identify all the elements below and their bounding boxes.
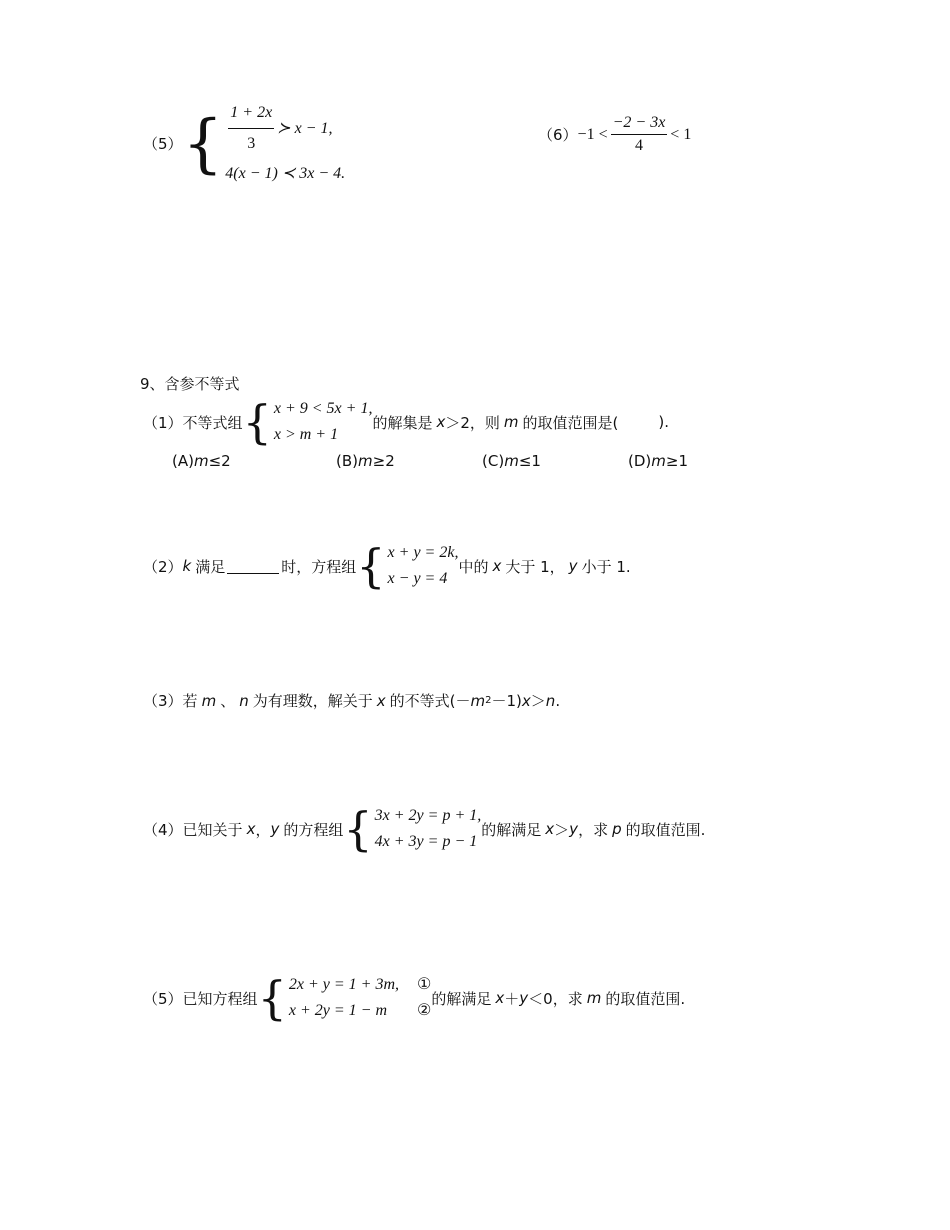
choice-value: ≥2 (372, 452, 395, 470)
exponent: 2 (485, 695, 492, 706)
choice-d[interactable] (628, 452, 688, 470)
left-brace-icon: { (182, 106, 224, 181)
problem-text: 时，方程组 (281, 557, 357, 576)
variable-x: x (495, 989, 505, 1007)
problem-label: （2） (143, 557, 183, 576)
circled-two-icon: ② (417, 1002, 432, 1019)
equation-system (258, 972, 432, 1024)
variable-n: n (239, 691, 249, 710)
variable-x: x (492, 557, 502, 575)
section-heading (140, 373, 240, 394)
variable-x: x (246, 820, 256, 838)
problem-text: 小于 1. (581, 557, 631, 576)
inequality-row-1-rest: ≻ x − 1, (277, 119, 333, 137)
fraction-numerator: −2 − 3x (611, 114, 668, 135)
inequality-system (243, 396, 373, 448)
left-brace-icon: { (257, 971, 287, 1025)
problem-label: （5） (143, 135, 183, 153)
problem-text: ). (658, 413, 669, 431)
fraction-denominator: 4 (634, 137, 643, 154)
problem-9-2 (143, 540, 631, 592)
top-problem-6 (538, 114, 691, 155)
variable-p: p (612, 820, 622, 838)
problem-label: （4） (143, 820, 183, 839)
variable-m: m (503, 413, 519, 431)
inequality-left: −1 < (577, 125, 608, 143)
variable-m: m (470, 691, 486, 710)
choice-label: (D) (628, 452, 652, 470)
problem-text: . (555, 691, 561, 710)
problem-text: ＞ (530, 692, 546, 710)
system-row-2: 4x + 3y = p − 1 (374, 833, 478, 850)
inequality-row-2: 4(x − 1) ≺ 3x − 4. (225, 165, 346, 182)
variable-y: y (270, 820, 280, 838)
problem-text: 的方程组 (283, 820, 344, 839)
variable-m: m (201, 691, 217, 710)
system-row-2: x + 2y = 1 − m (288, 1002, 387, 1019)
inequality-system (183, 100, 346, 187)
problem-text: 已知方程组 (182, 989, 258, 1008)
problem-text: ＋ (504, 989, 520, 1008)
variable-x: x (545, 820, 555, 838)
equation-system (343, 803, 481, 855)
choice-a[interactable] (172, 452, 231, 470)
choice-value: ≤1 (518, 452, 541, 470)
problem-9-4 (143, 803, 705, 855)
system-row-1: x + 9 < 5x + 1, (273, 400, 373, 417)
problem-text: －1) (491, 692, 522, 710)
fraction (228, 100, 274, 157)
circled-one-icon: ① (417, 976, 432, 993)
problem-text: 的解满足 (481, 820, 542, 839)
problem-text: 的取值范围. (625, 820, 706, 839)
choice-variable: m (651, 452, 666, 470)
problem-text: 为有理数，解关于 (252, 692, 373, 710)
choice-label: (A) (172, 452, 194, 470)
problem-9-3 (143, 690, 560, 711)
inequality-right: < 1 (670, 125, 692, 143)
variable-y: y (568, 557, 578, 575)
problem-text: 满足 (195, 557, 226, 576)
problem-text: 的取值范围是( (522, 413, 619, 432)
system-row-2: x > m + 1 (273, 426, 339, 443)
fraction-denominator: 3 (247, 135, 256, 152)
problem-text: 若 (182, 692, 198, 710)
fraction-numerator: 1 + 2x (228, 100, 274, 129)
choice-variable: m (358, 452, 373, 470)
choice-c[interactable] (482, 452, 541, 470)
problem-text: 大于 1， (505, 557, 565, 576)
system-row-1: x + y = 2k, (387, 544, 459, 561)
section-title: 9、含参不等式 (140, 375, 240, 393)
system-row-1: 3x + 2y = p + 1, (374, 807, 482, 824)
variable-n: n (545, 691, 556, 710)
problem-text: ＞2，则 (445, 413, 500, 432)
problem-text: 的取值范围. (605, 989, 686, 1008)
left-brace-icon: { (343, 802, 373, 856)
variable-k: k (182, 557, 192, 575)
problem-text: 已知关于 (182, 820, 243, 839)
system-row-2: x − y = 4 (387, 570, 448, 587)
problem-label: （1） (143, 413, 183, 432)
problem-text: 中的 (458, 557, 489, 576)
choice-label: (C) (482, 452, 505, 470)
problem-text: ，求 (578, 820, 609, 839)
fill-in-blank[interactable] (227, 559, 279, 574)
choice-b[interactable] (336, 452, 395, 470)
problem-text: 的解集是 (372, 413, 433, 432)
problem-label: （5） (143, 989, 183, 1008)
problem-label: （3） (143, 692, 183, 710)
choice-value: ≥1 (665, 452, 689, 470)
problem-9-5 (143, 972, 685, 1024)
equation-system (356, 540, 458, 592)
problem-label: （6） (538, 126, 578, 144)
choice-label: (B) (336, 452, 358, 470)
variable-y: y (569, 820, 579, 838)
choice-variable: m (504, 452, 519, 470)
variable-y: y (519, 989, 529, 1007)
variable-x: x (521, 691, 531, 710)
variable-x: x (376, 691, 386, 710)
choice-variable: m (193, 452, 209, 470)
problem-text: 的解满足 (431, 989, 492, 1008)
problem-text: 、 (220, 692, 236, 710)
top-problem-5 (143, 100, 345, 187)
problem-text: ＞ (554, 820, 570, 839)
problem-text: ＜0，求 (528, 989, 583, 1008)
fraction (611, 114, 668, 155)
variable-m: m (586, 989, 602, 1007)
problem-text: ， (255, 820, 271, 839)
problem-9-1 (143, 396, 669, 448)
problem-text: 不等式组 (182, 413, 243, 432)
choice-value: ≤2 (208, 452, 231, 470)
variable-x: x (436, 413, 446, 431)
left-brace-icon: { (242, 395, 272, 449)
left-brace-icon: { (356, 539, 386, 593)
compound-inequality (578, 114, 692, 155)
system-row-1: 2x + y = 1 + 3m, (288, 976, 399, 993)
problem-text: 的不等式(－ (389, 692, 471, 710)
